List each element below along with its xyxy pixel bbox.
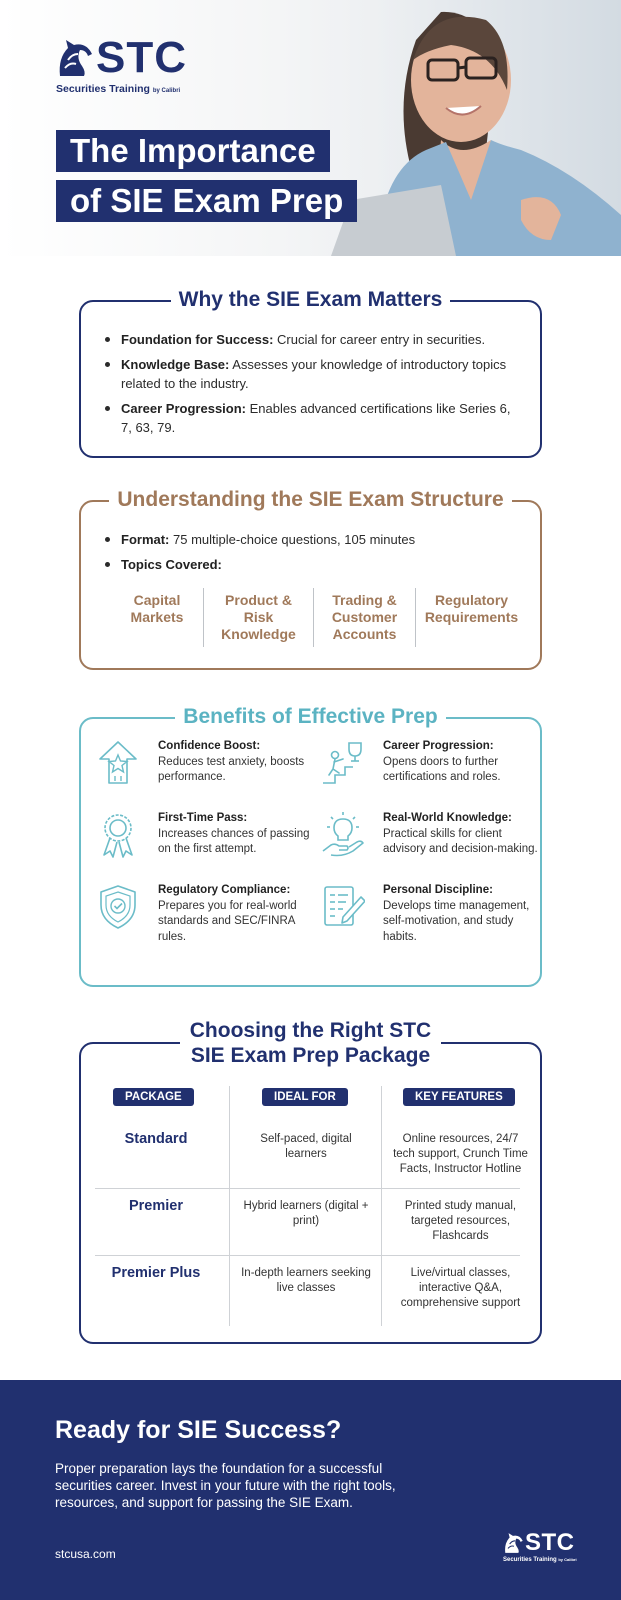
features-premier-plus: Live/virtual classes, interactive Q&A, comprehensive support (400, 1267, 521, 1309)
benefit-career: Career Progression: Opens doors to further certifications and roles. (321, 739, 541, 786)
package-name-standard: Standard (124, 1131, 188, 1147)
footer-cta (0, 1380, 621, 1600)
lightbulb-hand-icon (321, 811, 365, 859)
list-item: Topics Covered: (81, 555, 540, 574)
packages-section (79, 1019, 542, 1344)
footer-stc-logo[interactable] (503, 1530, 593, 1563)
horse-logo-icon (56, 36, 96, 80)
header-ideal-for: IDEAL FOR (262, 1088, 348, 1106)
logo-wordmark: STC (96, 33, 187, 82)
benefit-discipline: Personal Discipline: Develops time management, self-motivation, and study habits. (321, 883, 541, 945)
hero-photo (321, 0, 621, 256)
ideal-premier-plus: In-depth learners seeking live classes (241, 1267, 371, 1294)
benefits-section (79, 705, 542, 987)
why-section (79, 288, 542, 458)
column-divider (229, 1086, 230, 1326)
topics-row (111, 588, 527, 647)
list-item: Career Progression: Enables advanced certifications like Series 6, 7, 63, 79. (81, 399, 524, 437)
benefits-section-title: Benefits of Effective Prep (175, 705, 445, 728)
benefit-first-time-pass: First-Time Pass: Increases chances of passing on the first attempt. (96, 811, 316, 858)
features-standard: Online resources, 24/7 tech support, Crunch Time Facts, Instructor Hotline (393, 1133, 528, 1175)
topic-trading-accounts: Trading & Customer Accounts (313, 588, 415, 647)
hero-header (0, 0, 621, 256)
ideal-premier: Hybrid learners (digital + print) (243, 1200, 369, 1227)
shield-check-icon (96, 883, 140, 931)
features-premier: Printed study manual, targeted resources, Flashcards (404, 1200, 517, 1242)
list-item: Knowledge Base: Assesses your knowledge of introductory topics related to the industry. (81, 355, 524, 393)
footer-url-link[interactable]: stcusa.com (55, 1547, 116, 1561)
page-title-line-2: of SIE Exam Prep (56, 180, 357, 222)
logo-tagline: Securities Training by Calibri (503, 1557, 577, 1563)
topic-regulatory: Regulatory Requirements (415, 588, 527, 647)
trophy-climb-icon (321, 739, 365, 787)
why-section-title: Why the SIE Exam Matters (171, 288, 451, 311)
list-item: Foundation for Success: Crucial for career entry in securities. (81, 330, 524, 349)
row-divider (95, 1188, 520, 1189)
why-list (81, 302, 540, 437)
column-divider (381, 1086, 382, 1326)
package-name-premier-plus: Premier Plus (111, 1265, 201, 1281)
logo-wordmark: STC (525, 1529, 575, 1556)
document-pen-icon (321, 883, 365, 931)
header-key-features: KEY FEATURES (403, 1088, 515, 1106)
packages-section-title: Choosing the Right STC SIE Exam Prep Package (180, 1018, 441, 1068)
ideal-standard: Self-paced, digital learners (260, 1133, 352, 1160)
topic-capital-markets: Capital Markets (130, 592, 184, 625)
topic-product-risk: Product & Risk Knowledge (203, 588, 313, 647)
structure-section (79, 488, 542, 670)
logo-tagline: Securities Training by Calibri (56, 83, 181, 95)
footer-title: Ready for SIE Success? (55, 1416, 342, 1444)
footer-body: Proper preparation lays the foundation for a successful securities career. Invest in your future with the right tools, resources, and support for passing the SIE Exam. (55, 1461, 396, 1510)
horse-logo-icon (503, 1531, 525, 1555)
package-name-premier: Premier (128, 1198, 183, 1214)
page-title-line-1: The Importance (56, 130, 330, 172)
list-item: Format: 75 multiple-choice questions, 105 minutes (81, 530, 540, 549)
award-ribbon-icon (96, 811, 140, 859)
structure-section-title: Understanding the SIE Exam Structure (109, 488, 511, 511)
stc-logo[interactable] (56, 33, 206, 95)
header-package: PACKAGE (113, 1088, 194, 1106)
row-divider (95, 1255, 520, 1256)
benefit-real-world: Real-World Knowledge: Practical skills for client advisory and decision-making. (321, 811, 541, 858)
benefit-compliance: Regulatory Compliance: Prepares you for real-world standards and SEC/FINRA rules. (96, 883, 316, 945)
star-arrow-icon (96, 739, 140, 787)
benefit-confidence: Confidence Boost: Reduces test anxiety, boosts performance. (96, 739, 316, 786)
